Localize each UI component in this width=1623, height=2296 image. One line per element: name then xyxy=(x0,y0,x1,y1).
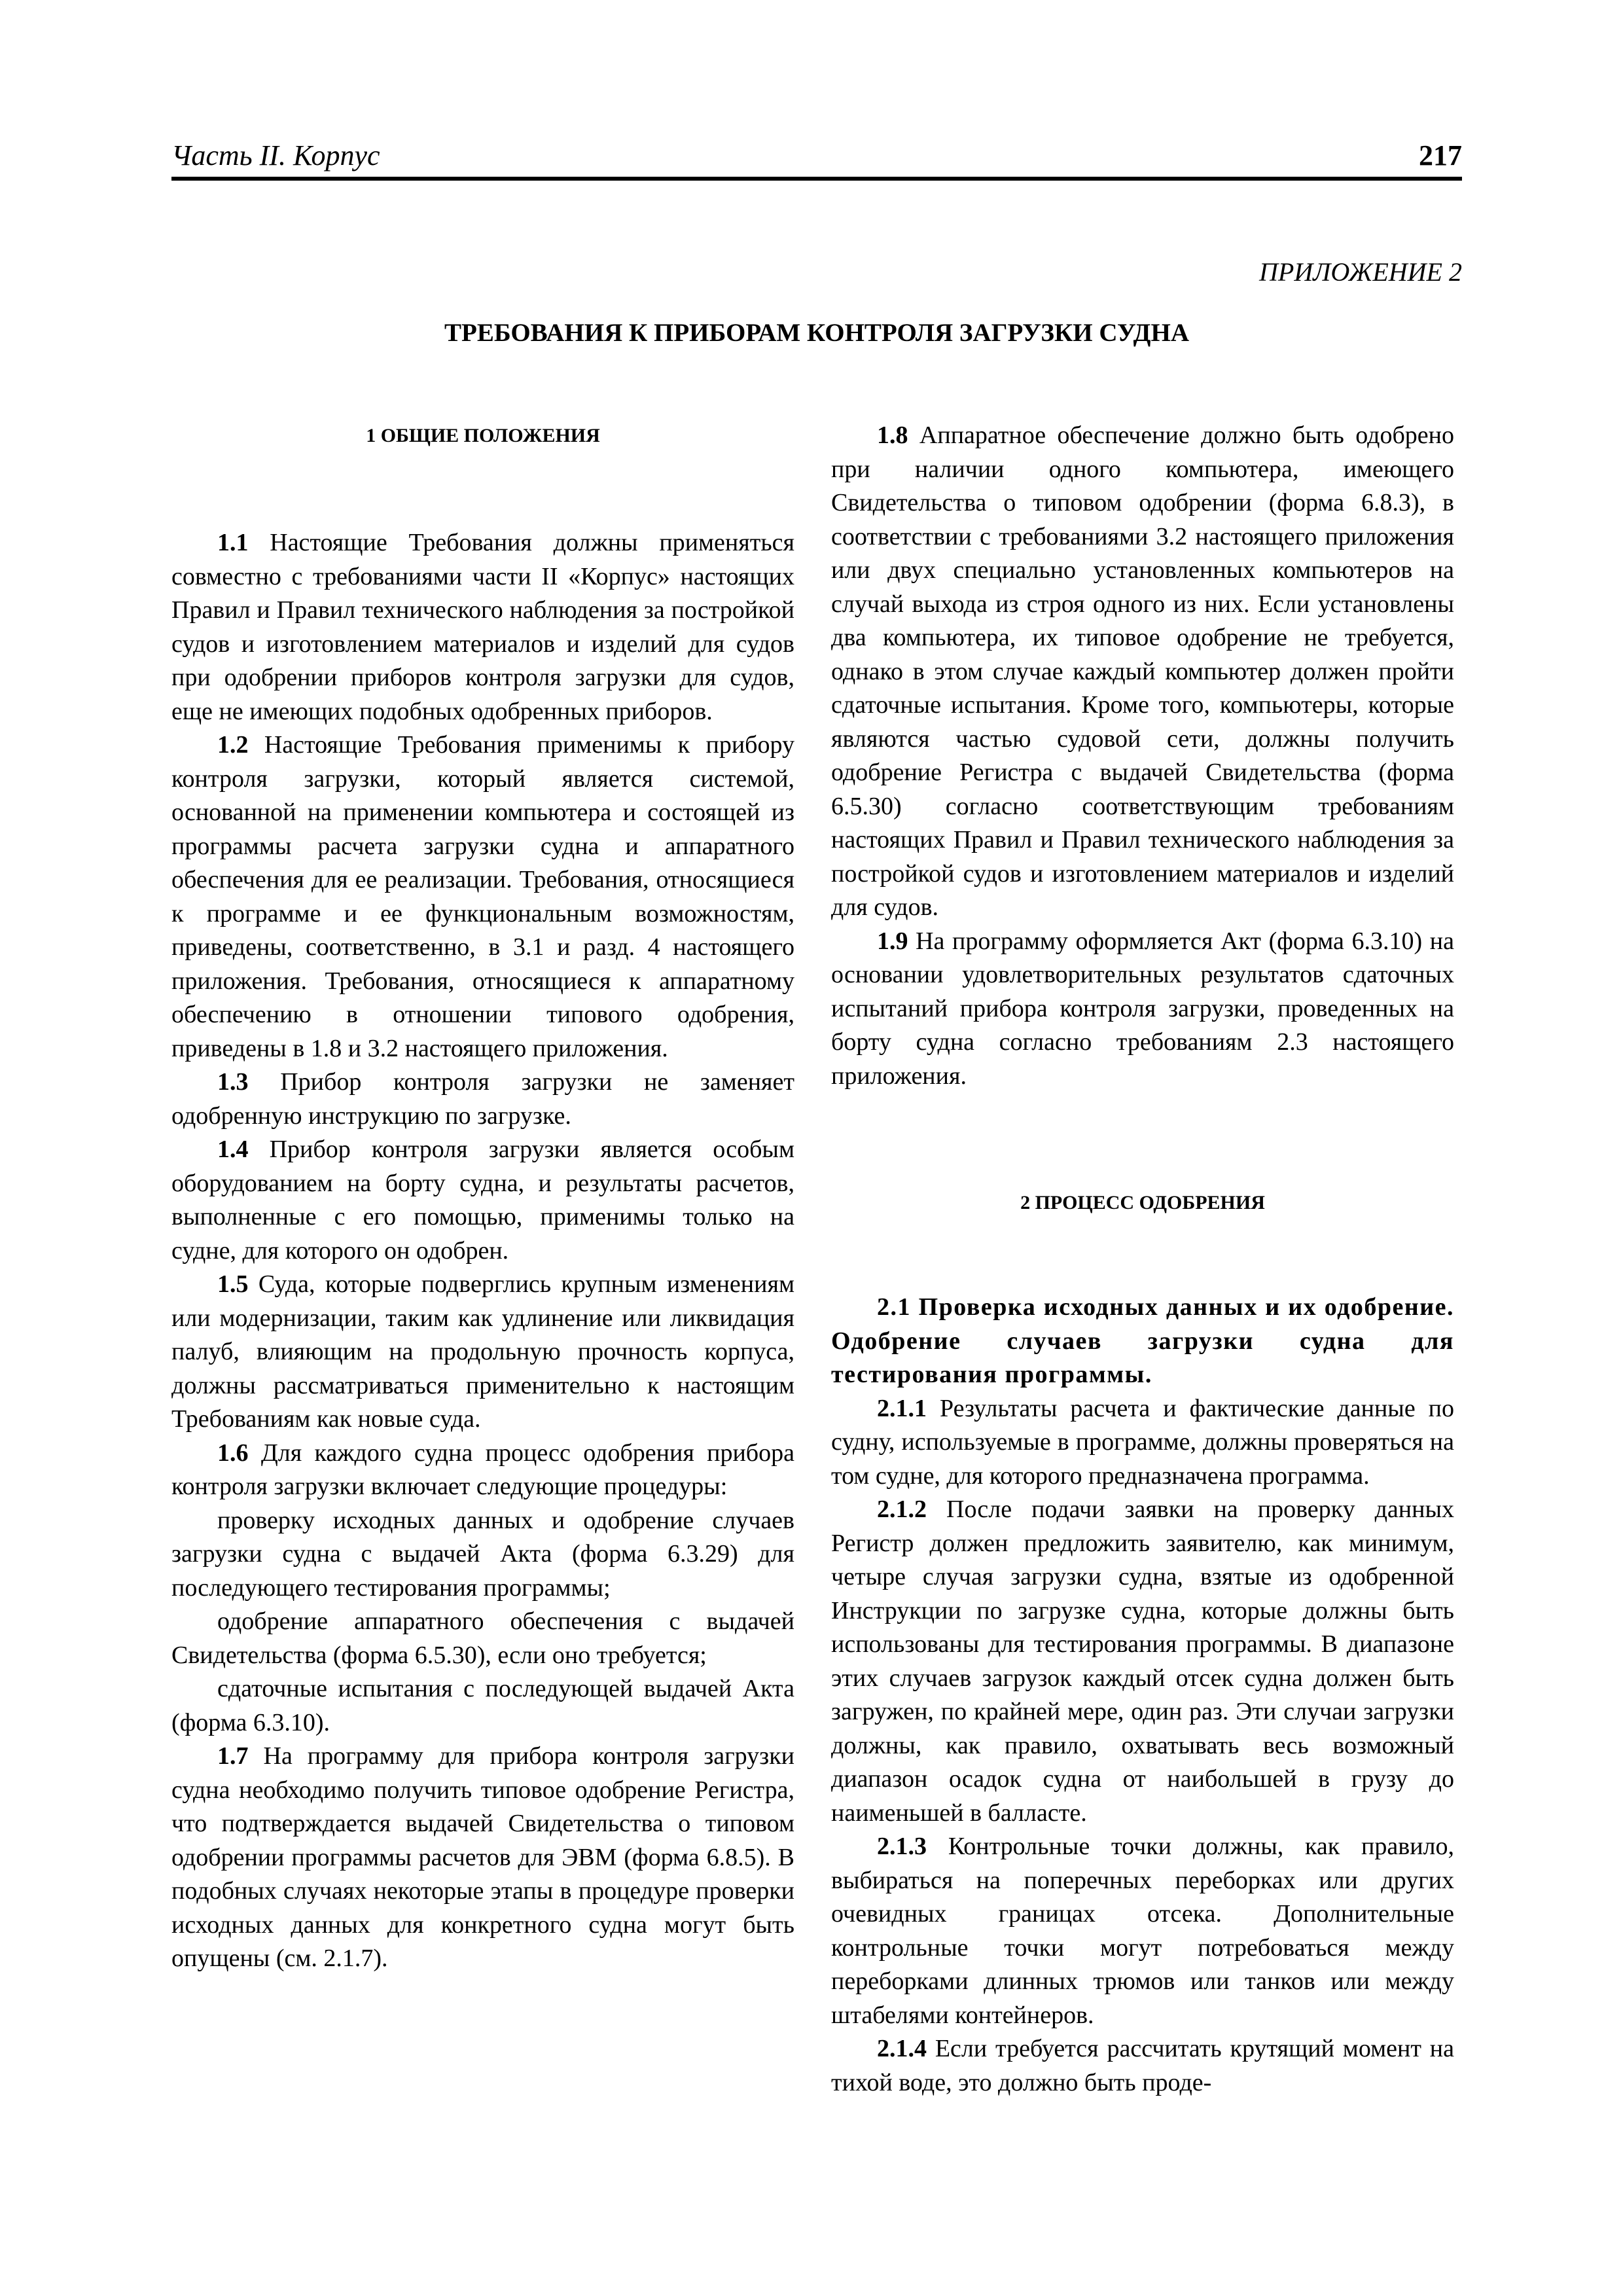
clause-text: Суда, которые подверглись крупным изменениям или модернизации, таким как удлинение или ликвидация палуб, влияющим на продольную прочность корпуса, должны рассматриваться применительно к настоящим Требованиям как новые суда. xyxy=(171,1270,795,1433)
paragraph-1-1 xyxy=(171,526,794,728)
clause-number: 1.2 xyxy=(217,731,249,759)
clause-number: 1.4 xyxy=(217,1136,249,1163)
clause-number: 1.9 xyxy=(877,927,908,955)
clause-number: 1.1 xyxy=(217,529,249,556)
paragraph-1-7 xyxy=(171,1740,794,1976)
section-heading-2: 2 ПРОЦЕСС ОДОБРЕНИЯ xyxy=(1020,1192,1265,1213)
paragraph-1-6-item-b: одобрение аппаратного обеспечения с выдачей Свидетельства (форма 6.5.30), если оно требуется; xyxy=(171,1607,794,1669)
paragraph-1-4 xyxy=(171,1133,794,1268)
paragraph-1-6-item-c: сдаточные испытания с последующей выдачей Акта (форма 6.3.10). xyxy=(171,1675,794,1736)
paragraph-2-1-heading: 2.1 Проверка исходных данных и их одобрение. Одобрение случаев загрузки судна для тестирования программы. xyxy=(831,1293,1454,1388)
clause-text: Для каждого судна процесс одобрения прибора контроля загрузки включает следующие процедуры: xyxy=(171,1439,794,1500)
document-title: ТРЕБОВАНИЯ К ПРИБОРАМ КОНТРОЛЯ ЗАГРУЗКИ СУДНА xyxy=(444,319,1190,347)
clause-number: 1.8 xyxy=(877,422,908,449)
paragraph-2-1-4 xyxy=(831,2032,1454,2100)
clause-text: На программу для прибора контроля загрузки судна необходимо получить типовое одобрение Регистра, что подтверждается выдачей Свидетельства о типовом одобрении программы расчетов для ЭВМ (форма 6.8.5). В подобных случаях некоторые этапы в процедуре проверки исходных данных для конкретного судна могут быть опущены (см. 2.1.7). xyxy=(171,1742,794,1972)
left-column xyxy=(171,419,794,1976)
section-heading-1: 1 ОБЩИЕ ПОЛОЖЕНИЯ xyxy=(366,425,600,446)
paragraph-1-9 xyxy=(831,925,1454,1094)
paragraph-1-8 xyxy=(831,419,1454,925)
paragraph-2-1-3 xyxy=(831,1830,1454,2032)
page-number: 217 xyxy=(1419,139,1462,171)
clause-text: На программу оформляется Акт (форма 6.3.10) на основании удовлетворительных результатов сдаточных испытаний прибора контроля загрузки, проведенных на борту судна согласно требованиям 2.3 настоящего приложения. xyxy=(831,927,1454,1090)
header-part-title: Часть II. Корпус xyxy=(171,139,380,171)
clause-number: 1.7 xyxy=(217,1742,249,1770)
clause-text: Настоящие Требования применимы к прибору контроля загрузки, который является системой, основанной на применении компьютера и состоящей из программы расчета загрузки судна и аппаратного обеспечения для ее реализации. Требования, относящиеся к программе и ее функциональным возможностям, приведены, соответственно, в 3.1 и разд. 4 настоящего приложения. Требования, относящиеся к аппаратному обеспечению в отношении типового одобрения, приведены в 1.8 и 3.2 настоящего приложения. xyxy=(171,731,794,1062)
header-rule xyxy=(171,177,1462,181)
clause-number: 1.6 xyxy=(217,1439,249,1467)
paragraph-1-6-item-a: проверку исходных данных и одобрение случаев загрузки судна с выдачей Акта (форма 6.3.29) для последующего тестирования программы; xyxy=(171,1506,794,1602)
paragraph-2-1-2 xyxy=(831,1493,1454,1830)
clause-number: 2.1.4 xyxy=(877,2035,927,2062)
clause-text: После подачи заявки на проверку данных Регистр должен предложить заявителю, как минимум, четыре случая загрузки судна, взятые из одобренной Инструкции по загрузке судна, которые должны быть использованы для тестирования программы. В диапазоне этих случаев загрузок каждый отсек судна должен быть загружен, по крайней мере, один раз. Эти случаи загрузки должны, как правило, охватывать весь возможный диапазон осадок судна от наибольшей в грузу до наименьшей в балласте. xyxy=(831,1496,1454,1827)
clause-number: 2.1.2 xyxy=(877,1496,927,1523)
clause-text: Результаты расчета и фактические данные по судну, используемые в программе, должны проверяться на том судне, для которого предназначена программа. xyxy=(831,1394,1454,1490)
clause-text: Контрольные точки должны, как правило, выбираться на поперечных переборках или других очевидных границах отсека. Дополнительные контрольные точки могут потребоваться между переборками длинных трюмов или танков или между штабелями контейнеров. xyxy=(831,1833,1455,2029)
clause-number: 2.1.1 xyxy=(877,1394,927,1422)
clause-number: 1.3 xyxy=(217,1068,249,1096)
clause-number: 2.1.3 xyxy=(877,1833,927,1860)
clause-text: Если требуется рассчитать крутящий момент на тихой воде, это должно быть проде- xyxy=(831,2035,1455,2096)
running-header xyxy=(171,139,1462,178)
clause-number: 1.5 xyxy=(217,1270,249,1298)
appendix-label: ПРИЛОЖЕНИЕ 2 xyxy=(1259,257,1462,287)
right-column xyxy=(831,419,1454,2100)
paragraph-1-5 xyxy=(171,1268,794,1437)
paragraph-1-6 xyxy=(171,1437,794,1504)
paragraph-2-1-1 xyxy=(831,1392,1454,1494)
clause-text: Прибор контроля загрузки является особым оборудованием на борту судна, и результаты расчетов, выполненные с его помощью, применимы только на судне, для которого он одобрен. xyxy=(171,1136,794,1265)
clause-text: Прибор контроля загрузки не заменяет одобренную инструкцию по загрузке. xyxy=(171,1068,795,1130)
clause-text: Аппаратное обеспечение должно быть одобрено при наличии одного компьютера, имеющего Свидетельства о типовом одобрении (форма 6.8.3), в соответствии с требованиями 3.2 настоящего приложения или двух специально установленных компьютеров на случай выхода из строя одного из них. Если установлены два компьютера, их типовое одобрение не требуется, однако в этом случае каждый компьютер должен пройти сдаточные испытания. Кроме того, компьютеры, которые являются частью судовой сети, должны получить одобрение Регистра с выдачей Свидетельства (форма 6.5.30) согласно соответствующим требованиям настоящих Правил и Правил технического наблюдения за постройкой судов и изготовлением материалов и изделий для судов. xyxy=(831,422,1454,921)
paragraph-1-2 xyxy=(171,728,794,1066)
clause-text: Настоящие Требования должны применяться совместно с требованиями части II «Корпус» настоящих Правил и Правил технического наблюдения за постройкой судов и изготовлением материалов и изделий для судов при одобрении приборов контроля загрузки для судов, еще не имеющих подобных одобренных приборов. xyxy=(171,529,794,725)
paragraph-1-3 xyxy=(171,1066,794,1133)
